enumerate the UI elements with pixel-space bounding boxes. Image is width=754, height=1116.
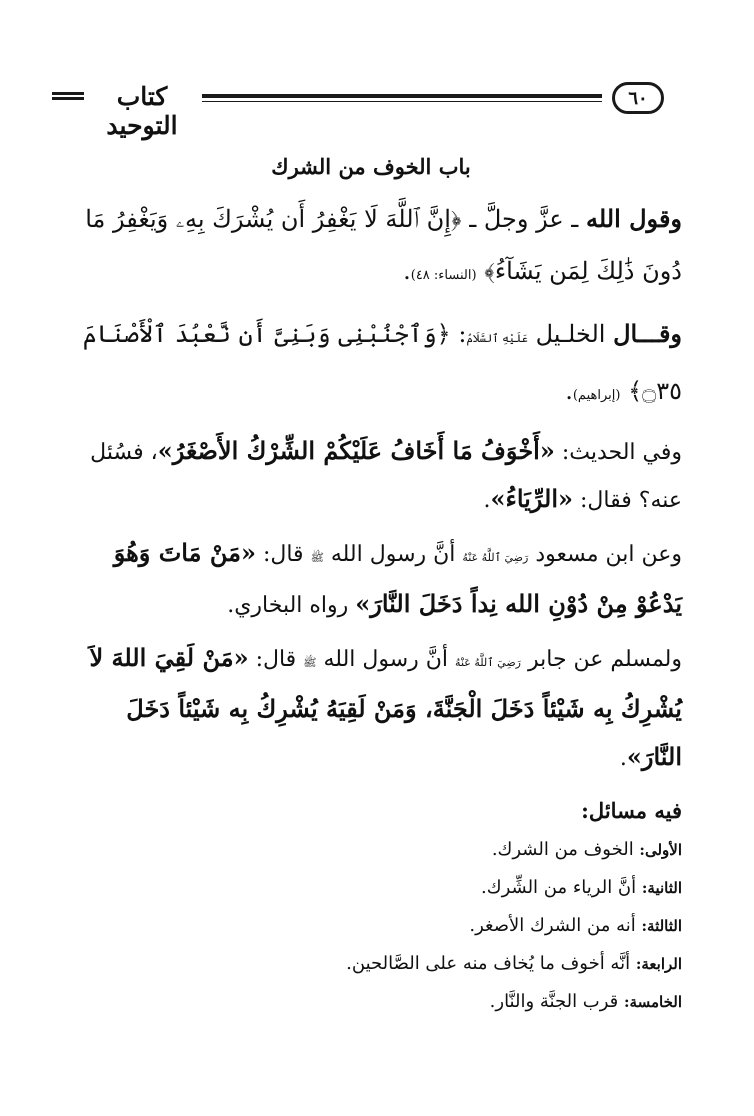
hadith-text: «الرِّيَاءُ» — [490, 484, 574, 513]
book-title: كتاب التوحيد — [106, 82, 178, 140]
verse-reference: (إبراهيم) — [572, 388, 621, 403]
honorific: ﷺ — [303, 656, 317, 669]
text: وعن ابن مسعود — [528, 542, 682, 567]
issue-item — [60, 869, 682, 907]
text: أنَّ رسول الله — [323, 542, 463, 567]
text: ولمسلم عن جابر — [520, 647, 682, 672]
issue-item — [60, 945, 682, 983]
text: وفي الحديث: — [554, 440, 682, 465]
page-number: ٦٠ — [612, 82, 664, 114]
quran-verse: ﴿إِنَّ ٱللَّهَ لَا يَغْفِرُ أَن يُشْرَكَ بِهِۦ وَيَغْفِرُ مَا دُونَ ذَٰلِكَ لِمَن يَشَآءُ﴾ — [85, 205, 682, 285]
issue-label: الثانية: — [641, 879, 682, 897]
header-rule — [202, 94, 602, 98]
honorific: رَضِيَ ٱللَّهُ عَنْهُ — [455, 656, 521, 669]
issue-text: أنه من الشرك الأصغر. — [469, 915, 642, 936]
issue-label: الأولى: — [639, 841, 682, 859]
issue-item — [60, 983, 682, 1021]
lead-word: وقـــال — [613, 319, 682, 348]
chapter-title: باب الخوف من الشرك — [271, 154, 471, 179]
issue-label: الرابعة: — [635, 955, 682, 973]
hadith-text: «أَخْوَفُ مَا أَخَافُ عَلَيْكُمْ الشِّرْكُ الأَصْغَرُ» — [157, 436, 555, 465]
honorific: عَلَيْهِ ٱلسَّلَامُ — [466, 332, 528, 345]
quran-verse: : ﴿وَٱجْنُبْنِى وَبَنِىَّ أَن نَّعْبُدَ ٱلْأَصْنَامَ ۝٣٥﴾ — [82, 320, 682, 405]
paragraph-hadith-2 — [60, 530, 682, 629]
text: قال: — [255, 542, 311, 567]
header-ornament — [52, 92, 84, 102]
header-rule-thin — [202, 101, 602, 102]
issue-label: الخامسة: — [624, 993, 682, 1011]
issue-text: أنَّ الرياء من الشِّرك. — [481, 877, 642, 898]
text: أنَّ رسول الله — [316, 647, 456, 672]
paragraph-quran-ibrahim: وقـــال الخلـيل عَلَيْهِ ٱلسَّلَامُ: ﴿وَٱجْنُبْنِى وَبَنِىَّ أَن نَّعْبُدَ ٱلْأَصْنَامَ ۝٣٥﴾ (إبراهيم). — [82, 319, 682, 405]
issue-text: قرب الجنَّة والنَّار. — [489, 991, 624, 1012]
issue-text: أنَّه أخوف ما يُخاف منه على الصَّالحين. — [346, 953, 636, 974]
issue-item — [60, 831, 682, 869]
issue-text: الخوف من الشرك. — [491, 839, 640, 860]
page-body — [60, 150, 682, 1021]
text: . — [619, 746, 627, 771]
text: الخلـيل — [527, 320, 614, 348]
paragraph-hadith-1: وفي الحديث: «أَخْوَفُ مَا أَخَافُ عَلَيْكُمْ الشِّرْكُ الأَصْغَرُ»، فسُئل عنه؟ فقال: «الرِّيَاءُ». — [90, 436, 682, 513]
paragraph-hadith-3 — [60, 635, 682, 782]
issue-label: الثالثة: — [641, 917, 682, 935]
paragraph-quran-nisa: وقول الله ـ عزَّ وجلَّ ـ ﴿إِنَّ ٱللَّهَ لَا يَغْفِرُ أَن يُشْرَكَ بِهِۦ وَيَغْفِرُ مَا دُونَ ذَٰلِكَ لِمَن يَشَآءُ﴾ (النساء: ٤٨). — [85, 204, 682, 285]
honorific: رَضِيَ ٱللَّهُ عَنْهُ — [462, 551, 529, 564]
text: ـ عزَّ وجلَّ ـ — [461, 205, 586, 233]
text: قال: — [248, 647, 304, 672]
page-header — [52, 82, 664, 140]
honorific: ﷺ — [310, 551, 324, 564]
text: ، فسُئل عنه؟ فقال: — [90, 440, 682, 513]
verse-reference: (النساء: ٤٨) — [410, 268, 477, 283]
hadith-text: «مَنْ لَقِيَ اللهَ لاَ يُشْرِكُ بِه شَيْئاً دَخَلَ الْجَنَّةَ، وَمَنْ لَقِيَهُ يُشْرِكُ بِه شَيْئاً دَخَلَ النَّارَ» — [89, 643, 682, 771]
lead-word: وقول الله — [585, 204, 682, 233]
issue-item — [60, 907, 682, 945]
source: رواه البخاري. — [227, 593, 356, 618]
hadith-text: «مَنْ مَاتَ وَهُوَ يَدْعُوْ مِنْ دُوْنِ الله نِداً دَخَلَ النَّارَ» — [113, 538, 682, 618]
issues-title: فيه مسائل: — [581, 798, 682, 823]
